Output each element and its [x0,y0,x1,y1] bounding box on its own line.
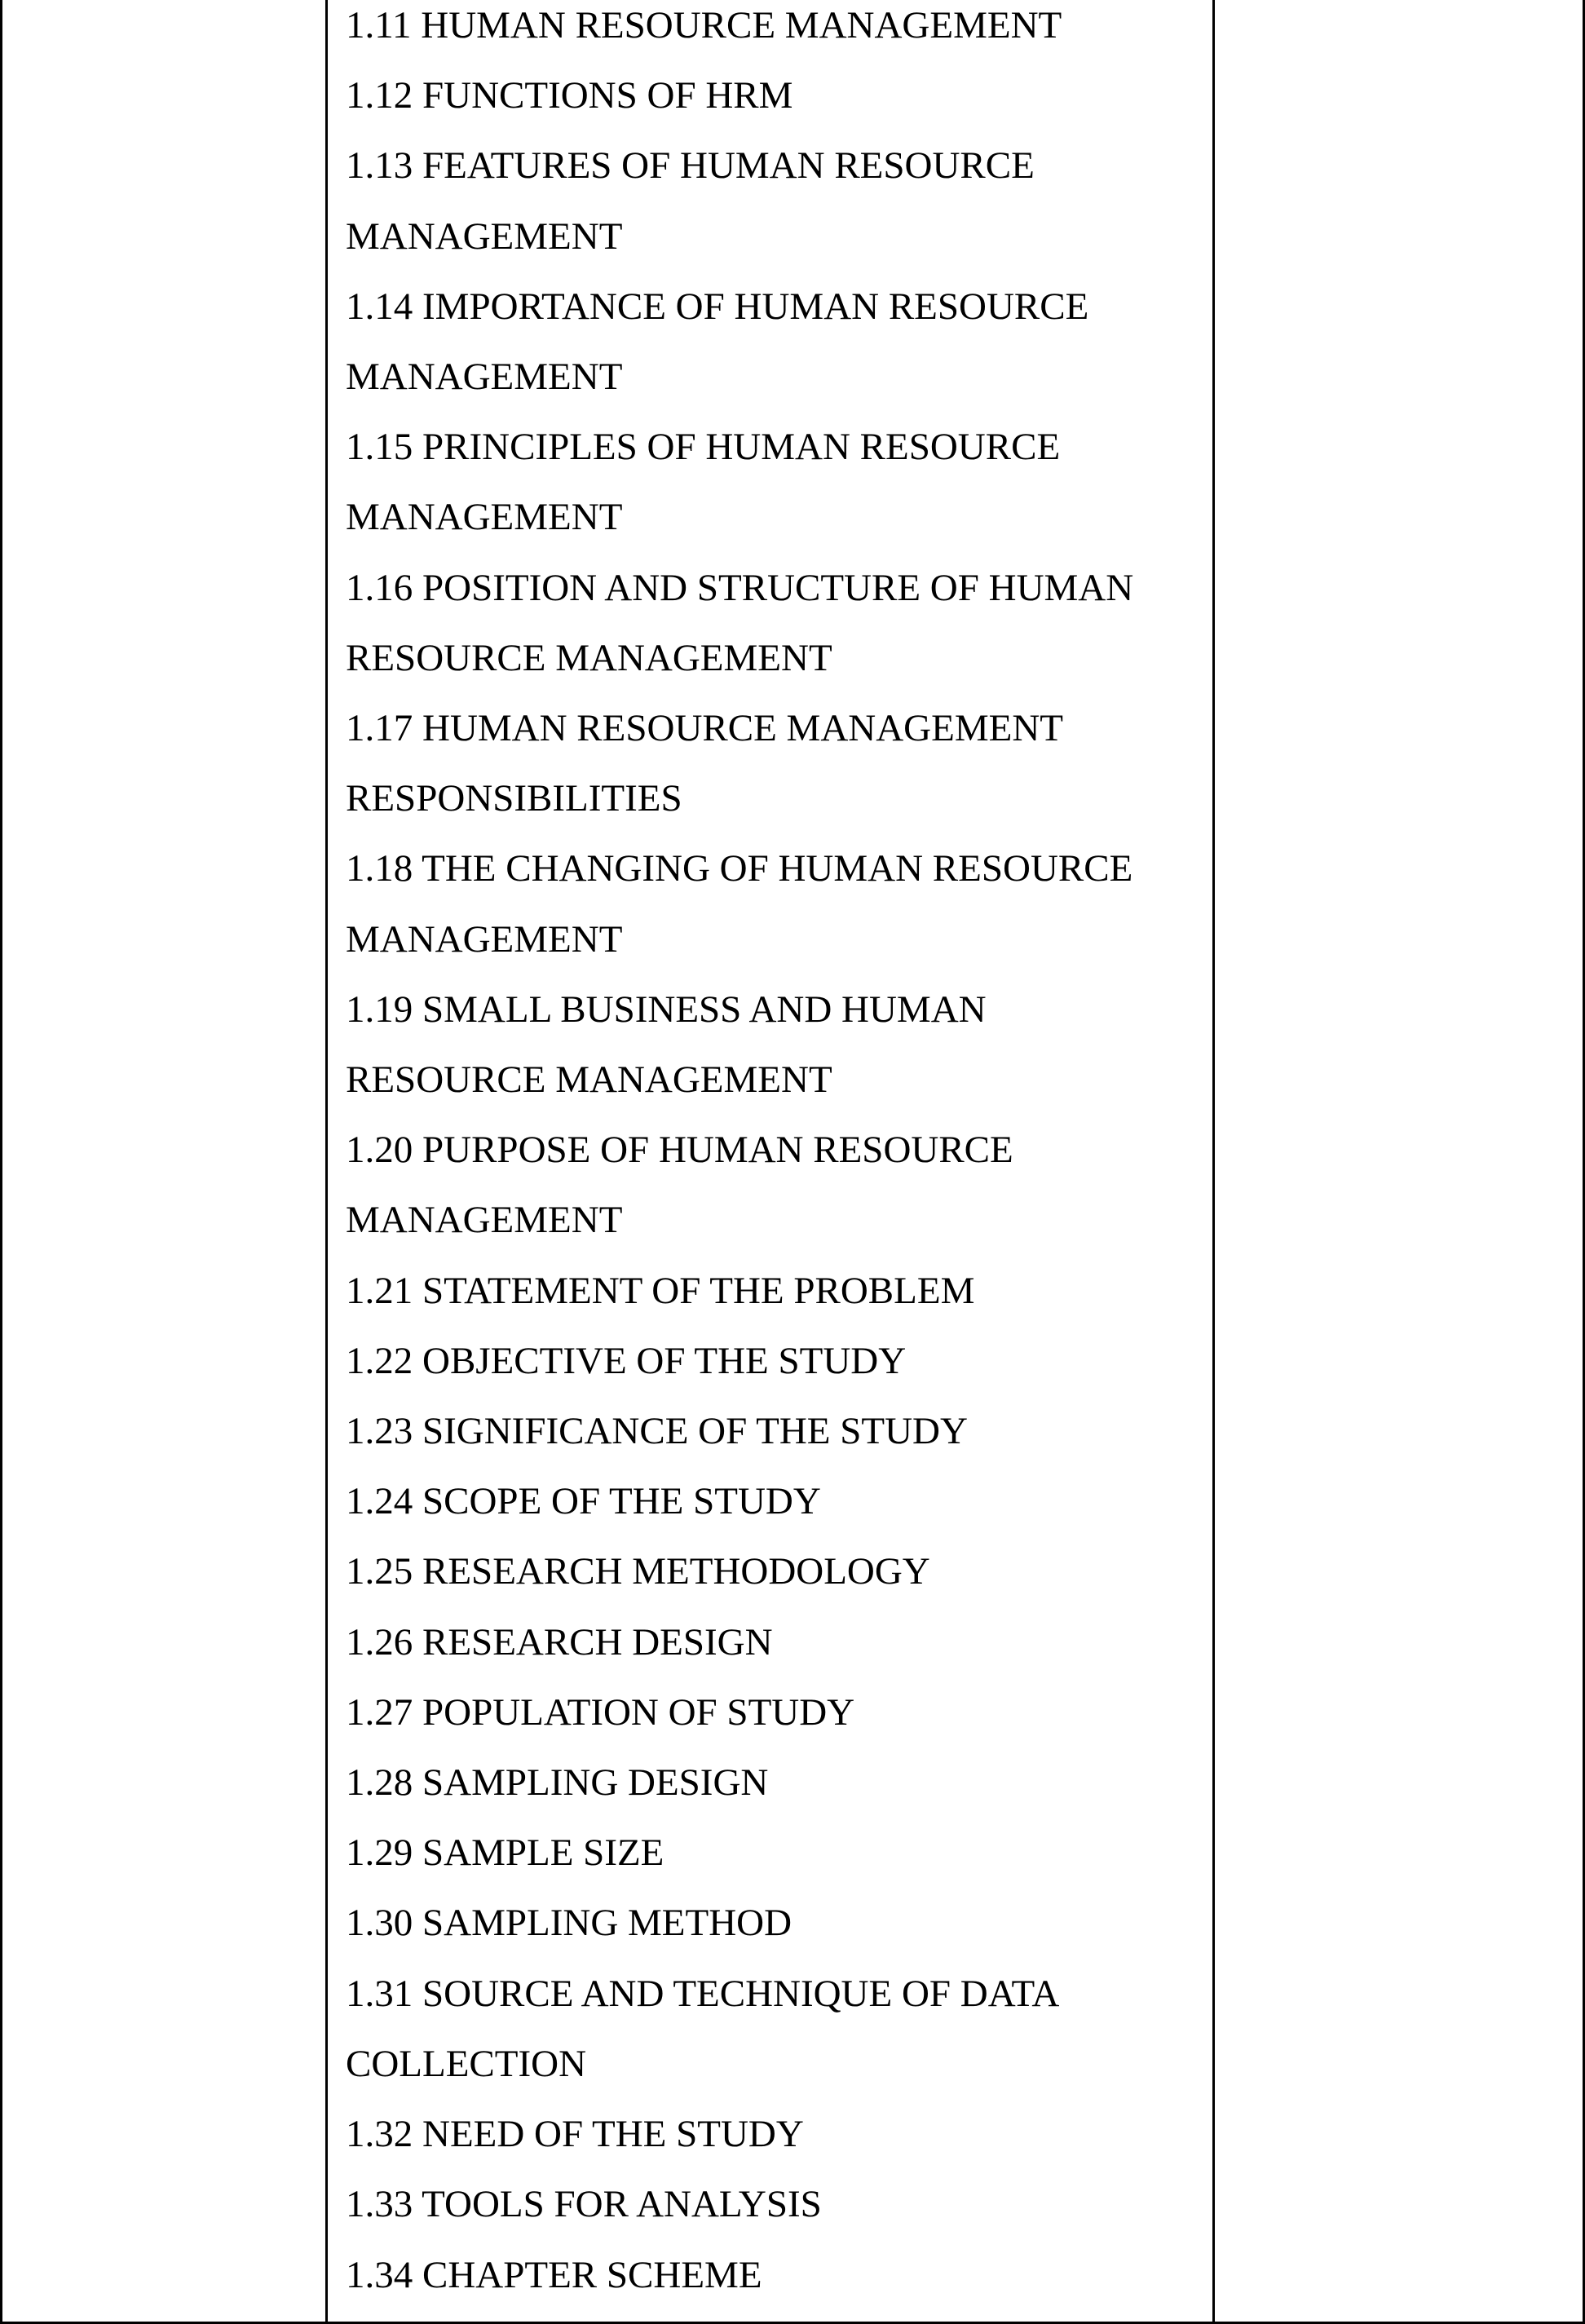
toc-line: 1.26 RESEARCH DESIGN [346,1620,773,1663]
toc-line: 1.16 POSITION AND STRUCTURE OF HUMAN [346,566,1134,609]
toc-line: 1.22 OBJECTIVE OF THE STUDY [346,1339,907,1382]
toc-line: 1.32 NEED OF THE STUDY [346,2113,804,2156]
toc-line: RESPONSIBILITIES [346,777,682,820]
toc-line: RESOURCE MANAGEMENT [346,636,832,679]
serial-number-column [2,0,325,2322]
toc-line: 1.15 PRINCIPLES OF HUMAN RESOURCE [346,426,1061,469]
toc-list [328,0,1212,2310]
toc-line: 1.27 POPULATION OF STUDY [346,1690,855,1734]
toc-line: 1.11 HUMAN RESOURCE MANAGEMENT [346,4,1062,46]
toc-line: 1.25 RESEARCH METHODOLOGY [346,1550,930,1593]
toc-line: MANAGEMENT [346,917,623,961]
toc-line: MANAGEMENT [346,214,623,258]
toc-line: 1.23 SIGNIFICANCE OF THE STUDY [346,1410,968,1453]
toc-line: 1.21 STATEMENT OF THE PROBLEM [346,1269,975,1312]
toc-line: 1.24 SCOPE OF THE STUDY [346,1480,821,1523]
toc-line: 1.29 SAMPLE SIZE [346,1831,664,1875]
toc-line: 1.30 SAMPLING METHOD [346,1902,792,1945]
toc-line: 1.33 TOOLS FOR ANALYSIS [346,2183,822,2226]
toc-line: 1.17 HUMAN RESOURCE MANAGEMENT [346,707,1063,750]
toc-line: 1.12 FUNCTIONS OF HRM [346,74,793,117]
toc-line: 1.20 PURPOSE OF HUMAN RESOURCE [346,1129,1013,1172]
toc-line: 1.13 FEATURES OF HUMAN RESOURCE [346,144,1035,188]
toc-line: 1.34 CHAPTER SCHEME [346,2253,762,2296]
toc-line: MANAGEMENT [346,1199,623,1242]
toc-line: 1.19 SMALL BUSINESS AND HUMAN [346,987,987,1031]
toc-line: 1.14 IMPORTANCE OF HUMAN RESOURCE [346,285,1089,328]
toc-line: RESOURCE MANAGEMENT [346,1058,832,1102]
toc-line: MANAGEMENT [346,496,623,539]
toc-line: 1.31 SOURCE AND TECHNIQUE OF DATA [346,1972,1060,2015]
toc-line: 1.18 THE CHANGING OF HUMAN RESOURCE [346,847,1133,890]
toc-line: 1.28 SAMPLING DESIGN [346,1761,769,1805]
page-number-column [1215,0,1583,2322]
contents-column [328,0,1212,2322]
toc-line: COLLECTION [346,2042,587,2085]
toc-line: MANAGEMENT [346,356,623,399]
